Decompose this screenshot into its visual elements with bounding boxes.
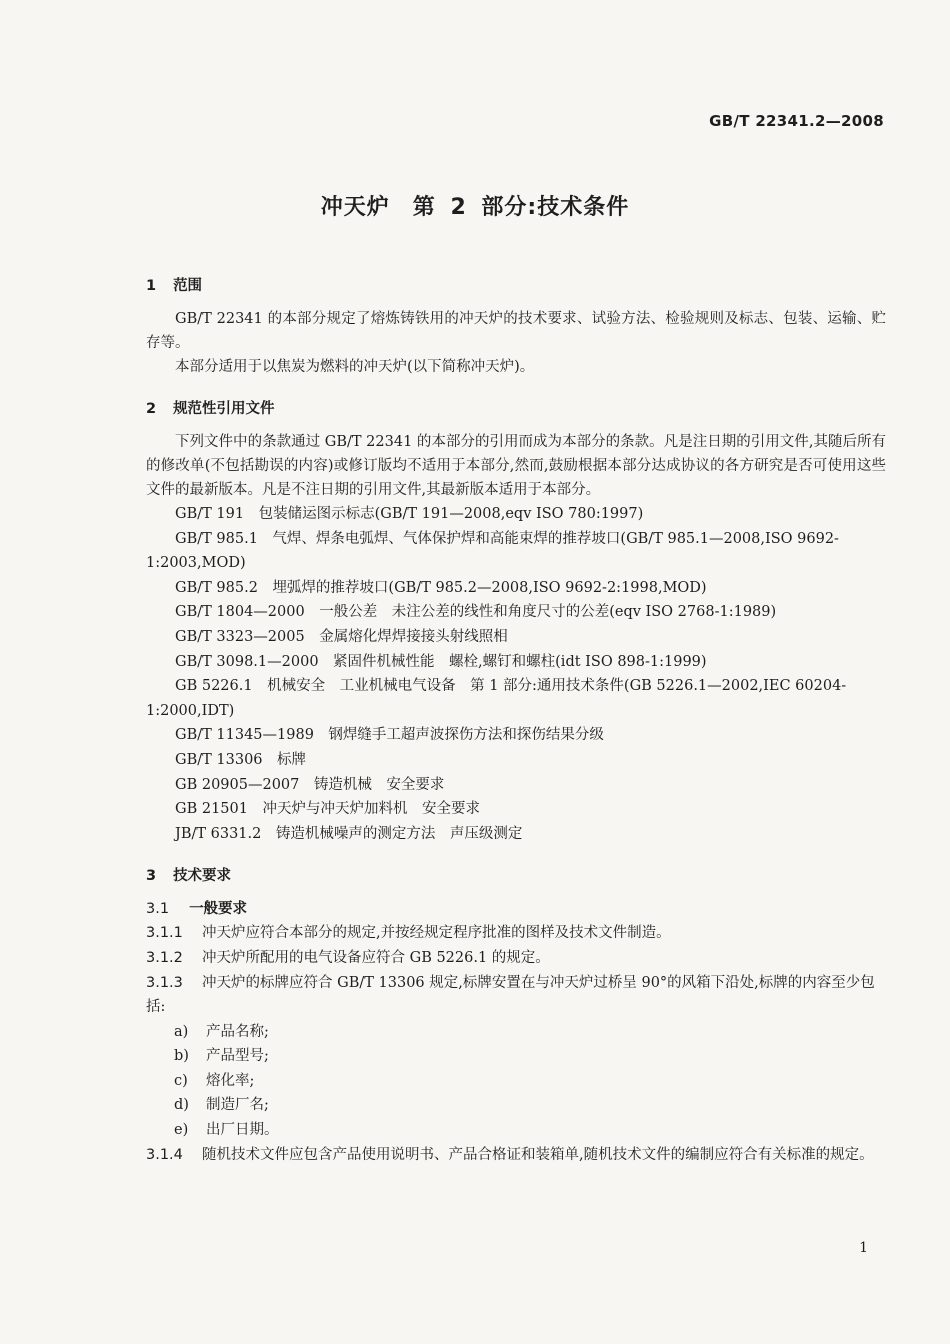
reference-item: GB/T 3323—2005 金属熔化焊焊接接头射线照相 [175, 628, 508, 645]
section-title: 技术要求 [173, 868, 232, 885]
subsection-title: 一般要求 [189, 901, 248, 918]
clause-number: 3.1.2 [146, 949, 183, 966]
reference-item: GB/T 3098.1—2000 紧固件机械性能 螺栓,螺钉和螺柱(idt ISO 898-1:1999) [175, 653, 707, 670]
clause [146, 921, 886, 946]
list-marker: c) [174, 1072, 188, 1089]
document-title: 冲天炉 第 2 部分:技术条件 [320, 195, 630, 220]
clause-number: 3.1.4 [146, 1146, 183, 1163]
clause-number: 3.1.1 [146, 925, 183, 942]
section-title: 范围 [173, 278, 203, 294]
list-text: 产品名称; [206, 1023, 269, 1040]
section-number: 1 [146, 278, 157, 294]
reference-item: GB 21501 冲天炉与冲天炉加料机 安全要求 [175, 801, 480, 818]
normative-intro: 下列文件中的条款通过 GB/T 22341 的本部分的引用而成为本部分的条款。凡是注日期的引用文件,其随后所有的修改单(不包括勘误的内容)或修订版均不适用于本部分,然而,鼓励根据本部分达成协议的各方研究是否可使用这些文件的最新版本。凡是不注日期的引用文件,其最新版本适用于本部分。 [146, 434, 886, 498]
page-number: 1 [859, 1240, 868, 1256]
reference-item: GB/T 985.1 气焊、焊条电弧焊、气体保护焊和高能束焊的推荐坡口(GB/T 985.1—2008,ISO 9692-1:2003,MOD) [146, 530, 839, 572]
list-text: 产品型号; [206, 1048, 269, 1065]
section-number: 3 [146, 868, 157, 885]
clause-text: 冲天炉所配用的电气设备应符合 GB 5226.1 的规定。 [202, 949, 550, 966]
reference-item: GB 5226.1 机械安全 工业机械电气设备 第 1 部分:通用技术条件(GB 5226.1—2002,IEC 60204-1:2000,IDT) [146, 678, 847, 719]
reference-item: GB/T 191 包装储运图示标志(GB/T 191—2008,eqv ISO 780:1997) [175, 506, 644, 522]
clause [146, 1143, 886, 1168]
clause-text: 冲天炉的标牌应符合 GB/T 13306 规定,标牌安置在与冲天炉过桥呈 90°的风箱下沿处,标牌的内容至少包括: [146, 974, 875, 1016]
subsection-number: 3.1 [146, 901, 170, 918]
reference-item: GB/T 13306 标牌 [175, 751, 307, 768]
list-marker: e) [174, 1122, 189, 1139]
reference-item: JB/T 6331.2 铸造机械噪声的测定方法 声压级测定 [175, 825, 523, 842]
section-2-heading [146, 397, 886, 418]
list-text: 制造厂名; [206, 1097, 269, 1114]
standard-number: GB/T 22341.2—2008 [709, 112, 884, 130]
section-number: 2 [146, 401, 157, 417]
reference-item: GB/T 985.2 埋弧焊的推荐坡口(GB/T 985.2—2008,ISO 9692-2:1998,MOD) [175, 579, 707, 596]
scope-paragraph: GB/T 22341 的本部分规定了熔炼铸铁用的冲天炉的技术要求、试验方法、检验规则及标志、包装、运输、贮存等。 [146, 311, 886, 351]
list-item [146, 1069, 886, 1094]
document-body [146, 256, 886, 1167]
list-item [146, 1118, 886, 1143]
section-3-heading [146, 864, 886, 885]
section-title: 规范性引用文件 [173, 401, 275, 417]
reference-item: GB/T 11345—1989 钢焊缝手工超声波探伤方法和探伤结果分级 [175, 727, 604, 744]
clause [146, 946, 886, 971]
clause [146, 971, 886, 1020]
clause-number: 3.1.3 [146, 974, 183, 991]
list-text: 熔化率; [206, 1072, 255, 1089]
list-item [146, 1093, 886, 1118]
reference-item: GB 20905—2007 铸造机械 安全要求 [175, 776, 445, 793]
reference-item: GB/T 1804—2000 一般公差 未注公差的线性和角度尺寸的公差(eqv ISO 2768-1:1989) [175, 604, 777, 621]
clause-text: 冲天炉应符合本部分的规定,并按经规定程序批准的图样及技术文件制造。 [202, 925, 671, 942]
list-item [146, 1044, 886, 1069]
list-marker: a) [174, 1023, 189, 1040]
list-marker: d) [174, 1097, 189, 1114]
list-item [146, 1020, 886, 1045]
subsection-3-1-heading [146, 897, 886, 921]
list-text: 出厂日期。 [206, 1122, 279, 1139]
scope-paragraph: 本部分适用于以焦炭为燃料的冲天炉(以下简称冲天炉)。 [175, 359, 535, 375]
section-1-heading [146, 274, 886, 295]
clause-text: 随机技术文件应包含产品使用说明书、产品合格证和装箱单,随机技术文件的编制应符合有关标准的规定。 [202, 1146, 874, 1163]
list-marker: b) [174, 1048, 189, 1065]
